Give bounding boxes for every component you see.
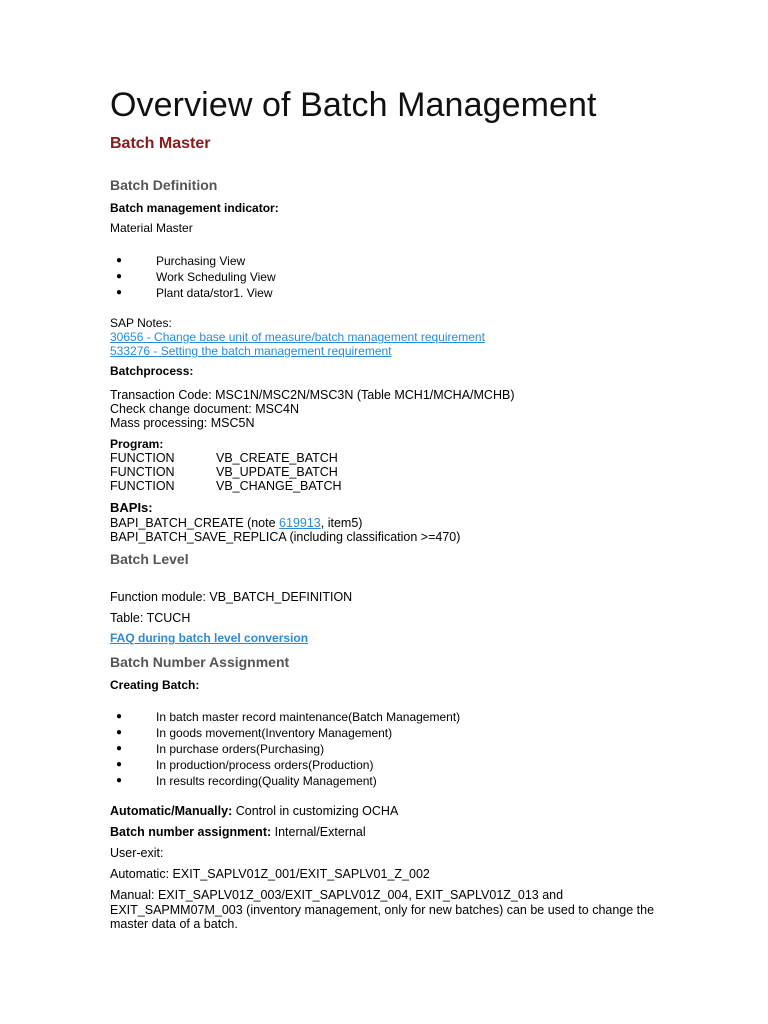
material-master-text: Material Master — [110, 221, 193, 235]
bullet-icon: ● — [116, 775, 123, 786]
batch-number-assignment-line: Batch number assignment: Internal/External — [110, 825, 366, 839]
transaction-code-line: Transaction Code: MSC1N/MSC2N/MSC3N (Table MCH1/MCHA/MCHB) — [110, 388, 515, 402]
function-row: FUNCTION VB_CHANGE_BATCH — [110, 479, 342, 493]
sap-note-link-533276[interactable]: 533276 - Setting the batch management requirement — [110, 344, 392, 358]
manual-exit-paragraph: Manual: EXIT_SAPLV01Z_003/EXIT_SAPLV01Z_004, EXIT_SAPLV01Z_013 and EXIT_SAPMM07M_003 (inventory management, only for new batches) can be used to change the master data of a batch. — [110, 888, 655, 931]
program-label: Program: — [110, 437, 164, 451]
bapi-create-line: BAPI_BATCH_CREATE (note 619913, item5) — [110, 516, 363, 530]
list-item: ● Work Scheduling View — [116, 270, 276, 284]
automatic-manually-line: Automatic/Manually: Control in customizing OCHA — [110, 804, 399, 818]
heading-batch-definition: Batch Definition — [110, 177, 218, 193]
table-line: Table: TCUCH — [110, 611, 191, 625]
mass-processing-line: Mass processing: MSC5N — [110, 416, 255, 430]
heading-batch-number-assignment: Batch Number Assignment — [110, 654, 290, 670]
automatic-exit-line: Automatic: EXIT_SAPLV01Z_001/EXIT_SAPLV01_Z_002 — [110, 867, 430, 881]
list-item: ● In goods movement(Inventory Management) — [116, 726, 393, 740]
function-row: FUNCTION VB_CREATE_BATCH — [110, 451, 338, 465]
list-item: ● Purchasing View — [116, 254, 246, 268]
bullet-icon: ● — [116, 271, 123, 282]
function-module-line: Function module: VB_BATCH_DEFINITION — [110, 590, 353, 604]
bullet-icon: ● — [116, 759, 123, 770]
list-item: ● In production/process orders(Production) — [116, 758, 374, 772]
bullet-icon: ● — [116, 711, 123, 722]
bullet-icon: ● — [116, 287, 123, 298]
batchprocess-label: Batchprocess: — [110, 364, 194, 378]
bapis-label: BAPIs: — [110, 500, 153, 515]
bullet-icon: ● — [116, 727, 123, 738]
subtitle-batch-master: Batch Master — [110, 135, 211, 152]
list-item: ● Plant data/stor1. View — [116, 286, 273, 300]
heading-batch-level: Batch Level — [110, 551, 189, 567]
sap-note-link-30656[interactable]: 30656 - Change base unit of measure/batch management requirement — [110, 330, 485, 344]
views-list — [110, 253, 670, 301]
user-exit-label: User-exit: — [110, 846, 164, 860]
sap-notes-label: SAP Notes: — [110, 316, 172, 330]
list-item: ● In results recording(Quality Management) — [116, 774, 377, 788]
creating-batch-list — [110, 709, 670, 789]
bullet-icon: ● — [116, 743, 123, 754]
page-title: Overview of Batch Management — [110, 86, 597, 124]
list-item: ● In batch master record maintenance(Batch Management) — [116, 710, 461, 724]
faq-link[interactable]: FAQ during batch level conversion — [110, 631, 309, 645]
check-change-line: Check change document: MSC4N — [110, 402, 299, 416]
note-link-619913[interactable]: 619913 — [279, 516, 321, 530]
bapi-replica-line: BAPI_BATCH_SAVE_REPLICA (including classification >=470) — [110, 530, 461, 544]
list-item: ● In purchase orders(Purchasing) — [116, 742, 325, 756]
creating-batch-label: Creating Batch: — [110, 678, 200, 692]
indicator-label: Batch management indicator: — [110, 201, 279, 215]
bullet-icon: ● — [116, 255, 123, 266]
function-row: FUNCTION VB_UPDATE_BATCH — [110, 465, 338, 479]
